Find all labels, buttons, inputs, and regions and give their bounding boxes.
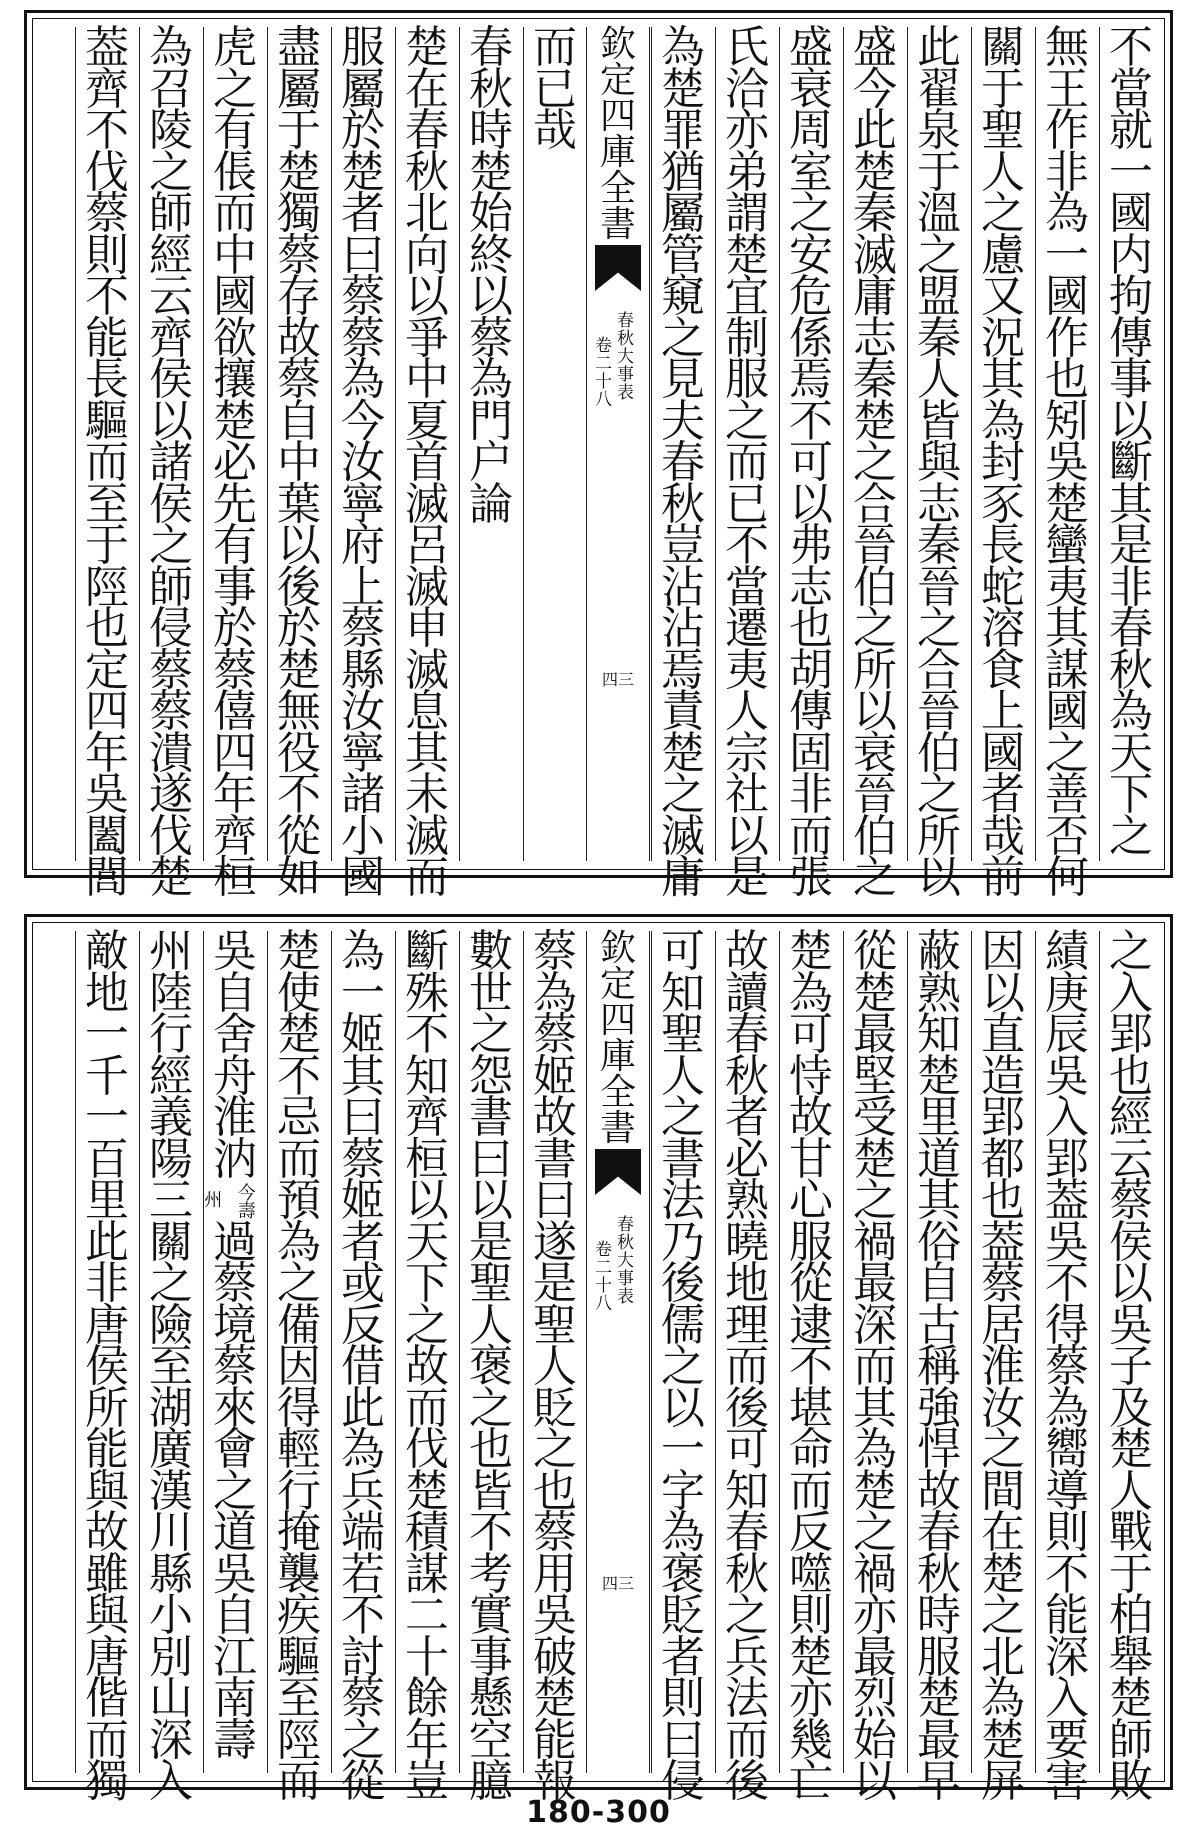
bottom-banner-column xyxy=(586,928,650,1773)
interlinear-note: 州 今壽 xyxy=(204,1182,256,1219)
bottom-text-column: 斷 殊 不 知 齊 桓 以 天 下 之 故 而 伐 楚 積 謀 二 十 餘 年 豈 xyxy=(395,931,458,1773)
bottom-page-panel xyxy=(24,914,1173,1807)
bottom-text-column: 蔽 熟 知 楚 里 道 其 俗 自 古 稱 強 悍 故 春 秋 時 服 楚 最 早 xyxy=(907,931,970,1773)
top-banner-volume: 卷 二 十 八 xyxy=(595,336,612,410)
top-text-column: 盛 今 此 楚 秦 滅 庸 志 秦 楚 之 合 晉 伯 之 所 以 衰 晉 伯 之 xyxy=(843,27,906,861)
bottom-text-column: 蔡 為 蔡 姬 故 書 曰 遂 是 聖 人 貶 之 也 蔡 用 吳 破 楚 能 報 xyxy=(523,931,586,1773)
top-text-column: 服 屬 於 楚 者 曰 蔡 蔡 為 今 汝 寧 府 上 蔡 縣 汝 寧 諸 小 國 xyxy=(331,27,394,861)
top-text-column: 葢 齊 不 伐 蔡 則 不 能 長 驅 而 至 于 陘 也 定 四 年 吳 闔 閭 xyxy=(75,27,138,861)
top-text-column: 春 秋 時 楚 始 終 以 蔡 為 門 户 論 xyxy=(459,27,522,861)
top-text-column: 不 當 就 一 國 内 拘 傳 事 以 斷 其 是 非 春 秋 為 天 下 之 xyxy=(1099,27,1162,861)
bottom-text-column: 州 陸 行 經 義 陽 三 關 之 險 至 湖 廣 漢 川 縣 小 別 山 深 入 xyxy=(139,931,202,1773)
top-text-column: 盛 衰 周 室 之 安 危 係 焉 不 可 以 弗 志 也 胡 傳 固 非 而 張 xyxy=(779,27,842,861)
bottom-text-column: 敵 地 一 千 一 百 里 此 非 唐 侯 所 能 與 故 雖 與 唐 偕 而 獨 xyxy=(75,931,138,1773)
bottom-page-inner-frame xyxy=(32,922,1165,1807)
bottom-text-column: 之 入 郢 也 經 云 蔡 侯 以 吳 子 及 楚 人 戰 于 柏 舉 楚 師 敗 xyxy=(1099,931,1162,1773)
top-text-column: 為 召 陵 之 師 經 云 齊 侯 以 諸 侯 之 師 侵 蔡 蔡 潰 遂 伐 楚 xyxy=(139,27,202,861)
top-text-column: 虎 之 有 倀 而 中 國 欲 攘 楚 必 先 有 事 於 蔡 僖 四 年 齊 桓 xyxy=(203,27,266,861)
top-text-column: 氏 洽 亦 弟 謂 楚 宜 制 服 之 而 已 不 當 遷 夷 人 宗 社 以 是 xyxy=(715,27,778,861)
top-text-column: 盡 屬 于 楚 獨 蔡 存 故 蔡 自 中 葉 以 後 於 楚 無 役 不 從 如 xyxy=(267,27,330,861)
top-text-column: 而 已 哉 xyxy=(523,27,586,861)
bottom-text-column: 績 庚 辰 吳 入 郢 葢 吳 不 得 蔡 為 嚮 導 則 不 能 深 入 要 害 xyxy=(1035,931,1098,1773)
bottom-text-column: 數 世 之 怨 書 曰 以 是 聖 人 褒 之 也 皆 不 考 實 事 懸 空 臆 xyxy=(459,931,522,1773)
top-banner-title: 欽 定 四 庫 全 書 xyxy=(599,24,636,245)
top-text-column: 楚 在 春 秋 北 向 以 爭 中 夏 首 滅 呂 滅 申 滅 息 其 未 滅 而 xyxy=(395,27,458,861)
top-text-column: 此 翟 泉 于 溫 之 盟 秦 人 皆 與 志 秦 晉 之 合 晉 伯 之 所 以 xyxy=(907,27,970,861)
bottom-banner-book-title: 春 秋 大 事 表 xyxy=(617,1215,634,1307)
top-page-panel xyxy=(24,10,1173,903)
bottom-text-column: 因 以 直 造 郢 都 也 葢 蔡 居 淮 汝 之 間 在 楚 之 北 為 楚 屏 xyxy=(971,931,1034,1773)
top-banner-book-title: 春 秋 大 事 表 xyxy=(617,311,634,403)
top-banner-leaf-number: 四三 xyxy=(601,670,634,689)
page-number: 180-300 xyxy=(526,1795,671,1830)
top-page-inner-frame xyxy=(32,18,1165,903)
bottom-text-column: 從 楚 最 堅 受 楚 之 禍 最 深 而 其 為 楚 之 禍 亦 最 烈 始 以 xyxy=(843,931,906,1773)
bottom-text-column: 吳 自 舍 舟 淮 汭 州 今壽 過 蔡 境 蔡 來 會 之 道 吳 自 江 南 壽 xyxy=(203,931,266,1773)
bottom-text-column: 故 讀 春 秋 者 必 熟 曉 地 理 而 後 可 知 春 秋 之 兵 法 而 後 xyxy=(715,931,778,1773)
top-text-column: 為 楚 罪 猶 屬 管 窺 之 見 夫 春 秋 豈 沾 沾 焉 責 楚 之 滅 庸 xyxy=(651,27,714,861)
bottom-text-column: 為 一 姬 其 曰 蔡 姬 者 或 反 借 此 為 兵 端 若 不 討 蔡 之 從 xyxy=(331,931,394,1773)
bottom-text-column: 楚 使 楚 不 忌 而 預 為 之 備 因 得 輕 行 掩 襲 疾 驅 至 陘 而 xyxy=(267,931,330,1773)
bottom-banner-title: 欽 定 四 庫 全 書 xyxy=(599,928,636,1149)
top-banner-column xyxy=(586,24,650,861)
top-text-column: 關 于 聖 人 之 慮 又 況 其 為 封 豕 長 蛇 溶 食 上 國 者 哉 前 xyxy=(971,27,1034,861)
bottom-text-column: 可 知 聖 人 之 書 法 乃 後 儒 之 以 一 字 為 褒 貶 者 則 曰 侵 xyxy=(651,931,714,1773)
bottom-banner-volume: 卷 二 十 八 xyxy=(595,1240,612,1314)
bottom-fish-tail-ornament xyxy=(595,1149,641,1195)
bottom-text-column: 楚 為 可 恃 故 甘 心 服 從 逮 不 堪 命 而 反 噬 則 楚 亦 幾 亡 xyxy=(779,931,842,1773)
bottom-banner-leaf-number: 四三 xyxy=(601,1574,634,1593)
top-fish-tail-ornament xyxy=(595,245,641,291)
top-text-column: 無 王 作 非 為 一 國 作 也 矧 吳 楚 蠻 夷 其 謀 國 之 善 否 何 xyxy=(1035,27,1098,861)
